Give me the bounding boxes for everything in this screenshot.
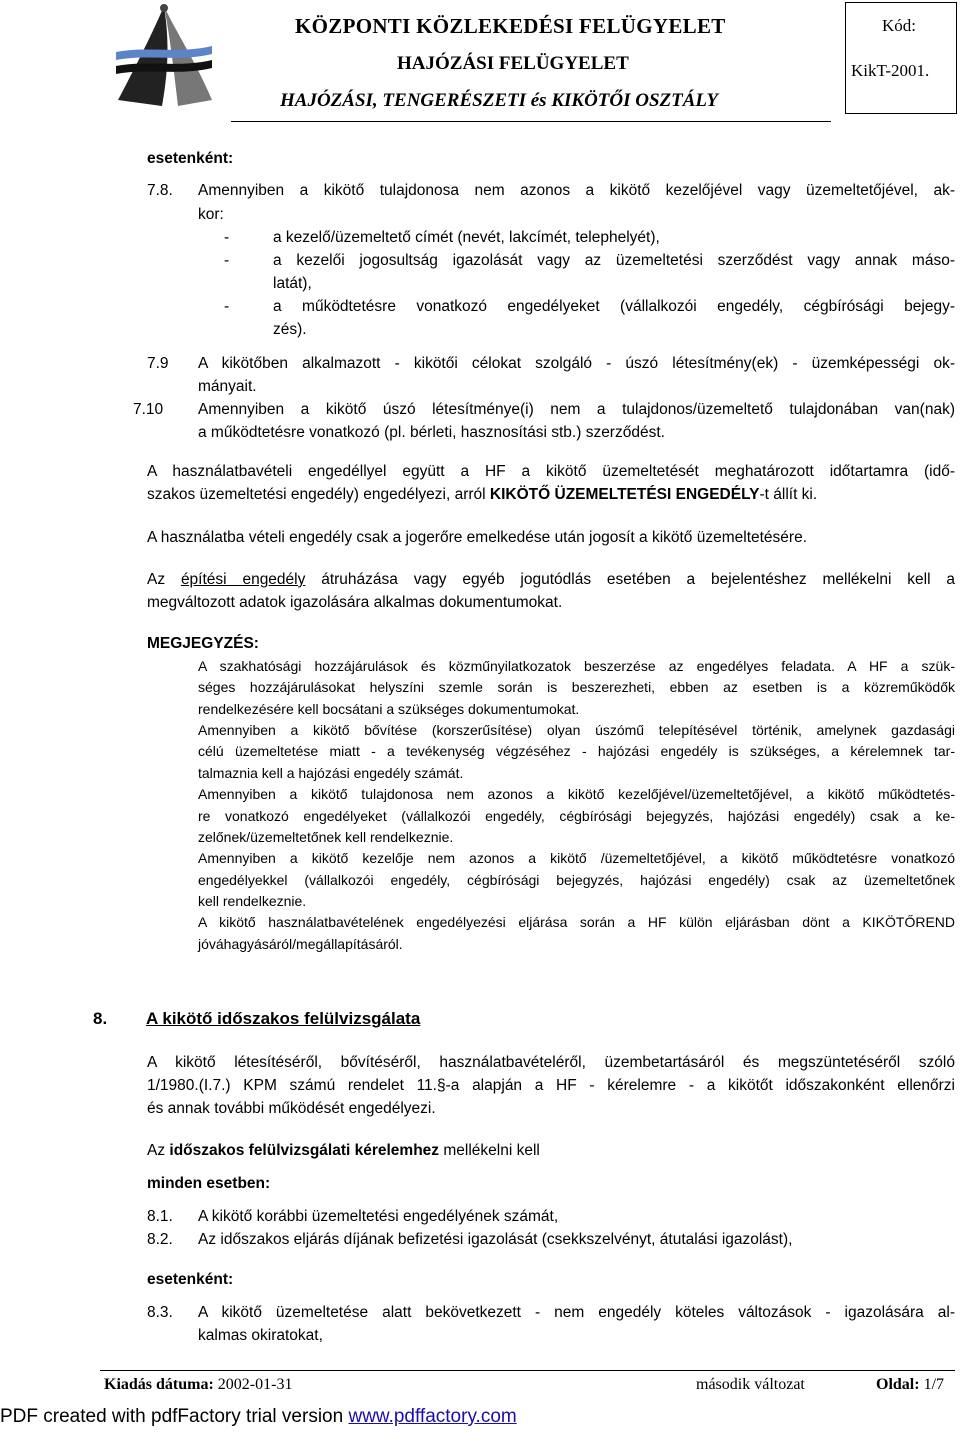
section-number: 8. [93,1009,108,1028]
section-title: A kikötő időszakos felülvizsgálata [146,1009,421,1028]
page-number: Oldal: 1/7 [876,1376,945,1393]
case-heading: esetenként: [147,150,234,167]
note-line: Amennyiben a kikötő bővítése (korszerűsítése) olyan úszómű telepítésével történik, amelynek gazdasági [198,722,955,738]
paragraph: 1/1980.(I.7.) KPM számú rendelet 11.§-a alapján a HF - kérelemre - a kikötőt időszakonként ellenőrzi [147,1077,955,1094]
note-line: rendelkezésére kell bocsátani a szükséges dokumentumokat. [198,701,580,717]
permit-name: KIKÖTŐ ÜZEMELTETÉSI ENGEDÉLY [489,486,760,503]
bullet-text: a kezelői jogosultság igazolását vagy az üzemeltetési szerződést vagy annak máso- [273,252,955,269]
case-heading: minden esetben: [147,1175,271,1192]
item-text: A kikötőben alkalmazott - kikötői célokat szolgáló - úszó létesítmény(ek) - üzemképességi ok- [198,355,955,372]
authority-logo-icon [108,2,218,112]
header-subtitle: HAJÓZÁSI FELÜGYELET [397,53,629,74]
header-rule [231,121,831,122]
bullet-dash: - [224,252,230,269]
paragraph: Az építési engedély átruházása vagy egyéb jogutódlás esetében a bejelentéshez mellékelni kell a [147,571,955,588]
bullet-text: a működtetésre vonatkozó engedélyeket (vállalkozói engedély, cégbírósági bejegy- [273,298,955,315]
bullet-text: latát), [273,275,312,292]
paragraph: Az időszakos felülvizsgálati kérelemhez mellékelni kell [147,1142,540,1159]
note-line: jóváhagyásáról/megállapításáról. [198,936,403,952]
item-text: kor: [198,206,224,223]
item-text: Az időszakos eljárás díjának befizetési igazolását (csekkszelvényt, átutalási igazolást), [198,1231,793,1248]
paragraph: szakos üzemeltetési engedély) engedélyezi, arról KIKÖTŐ ÜZEMELTETÉSI ENGEDÉLY-t állít ki. [147,486,818,503]
item-number: 7.9 [147,355,169,372]
code-value: KikT-2001. [851,61,930,80]
building-permit-link[interactable]: építési engedély [180,571,306,588]
pdffactory-link[interactable]: www.pdffactory.com [348,1406,517,1427]
issue-date: Kiadás dátuma: 2002-01-31 [104,1376,293,1393]
item-number: 8.2. [147,1231,173,1248]
item-number: 8.3. [147,1304,173,1321]
bullet-dash: - [224,298,230,315]
item-text: mányait. [198,378,257,395]
note-line: A kikötő használatbavételének engedélyezési eljárása során a HF külön eljárásban dönt a KIKÖTŐREND [198,914,955,930]
note-line: A szakhatósági hozzájárulások és közműnyilatkozatok beszerzése az engedélyes feladata. A HF a szük- [198,658,955,674]
note-line: Amennyiben a kikötő kezelője nem azonos a kikötő /üzemeltetőjével, a kikötő működtetésre vonatkozó [198,850,955,866]
item-number: 7.8. [147,182,173,199]
note-line: re vonatkozó engedélyeket (vállalkozói engedély, cégbírósági bejegyzés, hajózási engedély) csak a ke- [198,808,955,824]
paragraph: A használatbavételi engedéllyel együtt a HF a kikötő üzemeltetését meghatározott időtartamra (idő- [147,463,955,480]
note-line: séges hozzájárulásokat helyszíni szemle során is beszerezheti, ebben az esetben is a közreműködők [198,679,955,695]
paragraph: megváltozott adatok igazolására alkalmas dokumentumokat. [147,594,563,611]
note-line: talmaznia kell a hajózási engedély számát. [198,765,464,781]
item-number: 8.1. [147,1208,173,1225]
note-heading: MEGJEGYZÉS: [147,635,259,652]
logo [108,2,218,112]
code-label: Kód: [882,16,916,35]
pdf-watermark: PDF created with pdfFactory trial version www.pdffactory.com [0,1406,517,1427]
paragraph: A kikötő létesítéséről, bővítéséről, használatbavételéről, üzembetartásáról és megszüntetéséről szóló [147,1054,955,1071]
paragraph: és annak további működését engedélyezi. [147,1100,436,1117]
note-line: Amennyiben a kikötő tulajdonosa nem azonos a kikötő kezelőjével/üzemeltetőjével, a kikötő működtetés- [198,786,955,802]
item-text: kalmas okiratokat, [198,1327,323,1344]
bullet-text: zés). [273,321,307,338]
item-text: Amennyiben a kikötő tulajdonosa nem azonos a kikötő kezelőjével vagy üzemeltetőjével, ak- [198,182,955,199]
case-heading: esetenként: [147,1271,234,1288]
note-line: zelőnek/üzemeltetőnek kell rendelkeznie. [198,829,454,845]
header-department: HAJÓZÁSI, TENGERÉSZETI és KIKÖTŐI OSZTÁLY [280,90,718,111]
note-line: célú üzemeltetése miatt - a tevékenység végzéséhez - hajózási engedély is szükséges, a kérelemnek tar- [198,743,955,759]
paragraph: A használatba vételi engedély csak a jogerőre emelkedése után jogosít a kikötő üzemeltetésére. [147,529,808,546]
footer-rule [100,1370,955,1371]
item-text: A kikötő üzemeltetése alatt bekövetkezett - nem engedély köteles változások - igazolására al- [198,1304,955,1321]
note-line: kell rendelkeznie. [198,893,307,909]
bullet-dash: - [224,229,230,246]
item-text: Amennyiben a kikötő úszó létesítménye(i) nem a tulajdonos/üzemeltető tulajdonában van(nak) [198,401,955,418]
note-line: engedélyekkel (vállalkozói engedély, cégbírósági bejegyzés, hajózási engedély) csak az üzemeltetőnek [198,872,955,888]
version-label: második változat [696,1376,805,1393]
item-number: 7.10 [133,401,164,418]
header-title: KÖZPONTI KÖZLEKEDÉSI FELÜGYELET [295,14,726,38]
item-text: a működtetésre vonatkozó (pl. bérleti, hasznosítási stb.) szerződést. [198,424,665,441]
item-text: A kikötő korábbi üzemeltetési engedélyének számát, [198,1208,559,1225]
bullet-text: a kezelő/üzemeltető címét (nevét, lakcímét, telephelyét), [273,229,660,246]
